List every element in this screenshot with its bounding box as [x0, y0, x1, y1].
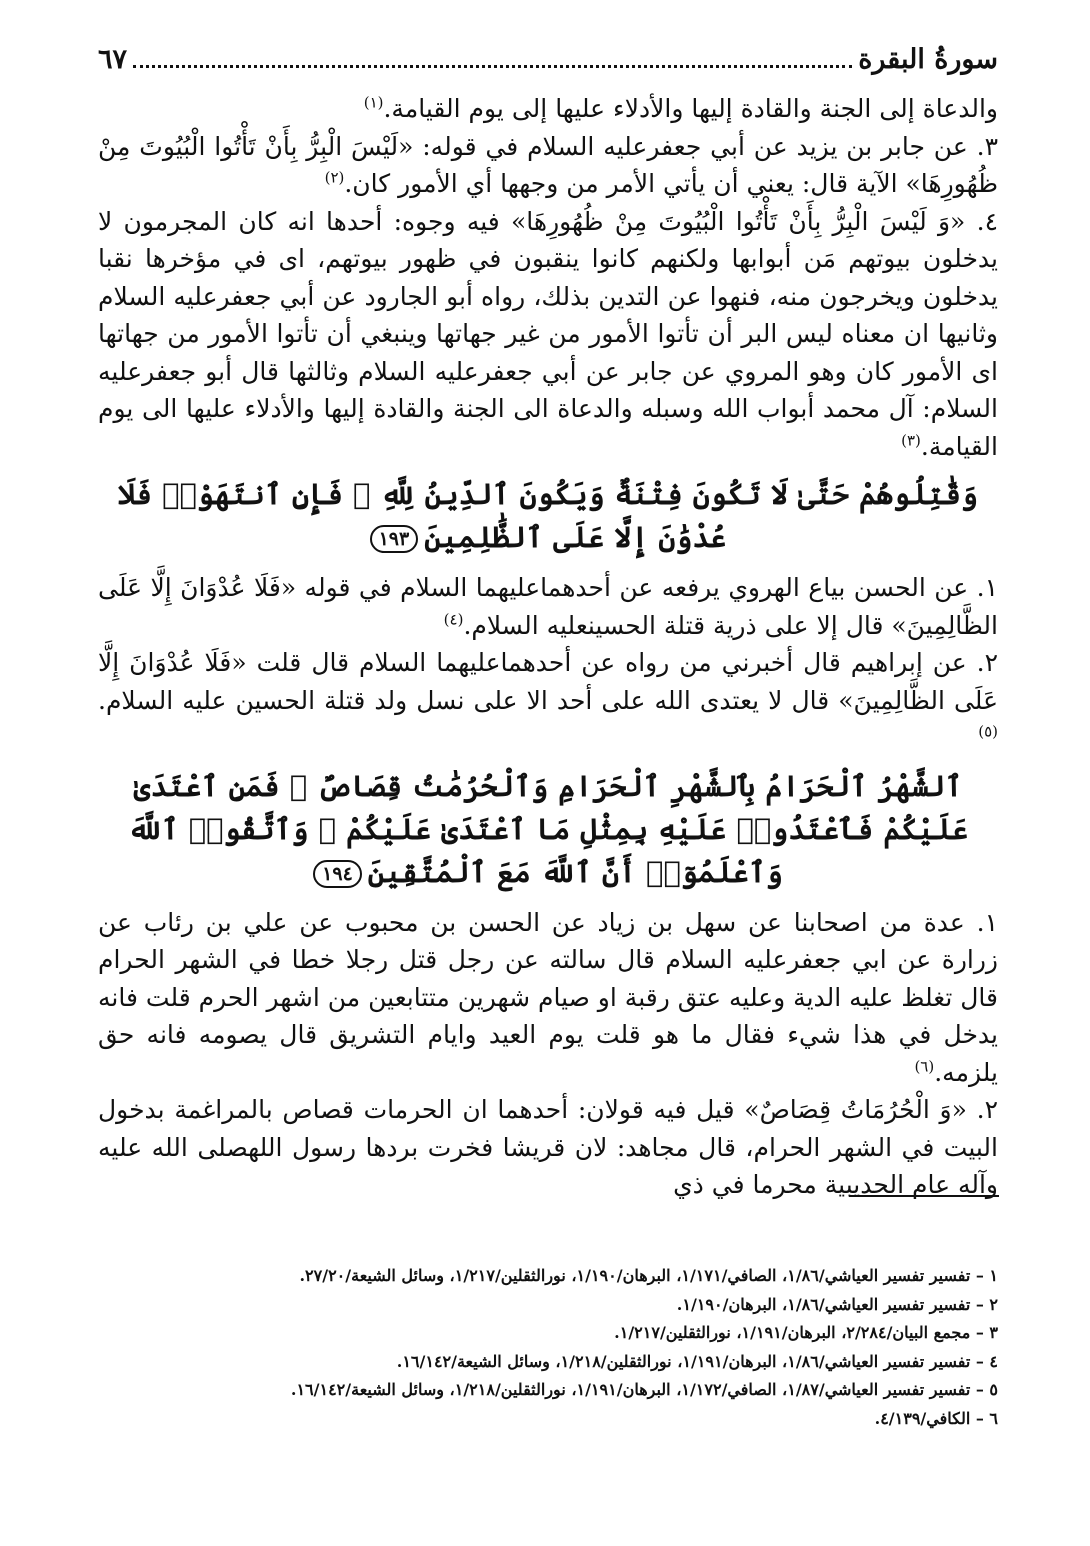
paragraph — [98, 904, 998, 1092]
paragraph-text: ٤. «وَ لَيْسَ الْبِرُّ بِأَنْ تَأْتُوا الْبُيُوتَ مِنْ ظُهُورِهَا» فيه وجوه: أحدها انه كان المجرمون لا يدخلون بيوتهم مَن أبوابها ولكنهم كانوا ينقبون في ظهور بيوتهم، اى في مؤخرها نقبا يدخلون ويخرجون منه، فنهوا عن التدين بذلك، رواه أبو الجارود عن أبي جعفرعليه السلام وثانيها ان معناه ليس البر أن تأتوا الأمور من غير جهاتها وينبغي أن تأتوا الأمور من جهاتها اى الأمور كان وهو المروي عن جابر عن أبي جعفرعليه السلام وثالثها قال أبو جعفرعليه السلام: آل محمد أبواب الله وسبله والدعاة الى الجنة والقادة إليها والأدلاء عليها الى يوم القيامة. — [98, 206, 998, 461]
footnote-item: ٥ – تفسير تفسير العياشي/١/٨٧، الصافي/١/١٧٢، البرهان/١/١٩١، نورالثقلين/١/٢١٨، وسائل الشيعة/١٦/١٤٢. — [290, 1380, 998, 1400]
footnote-separator — [849, 1195, 999, 1197]
footnote-item: ١ – تفسير تفسير العياشي/١/٨٦، الصافي/١/١٧١، البرهان/١/١٩٠، نورالثقلين/١/٢١٧، وسائل الشيعة/٢٧/٢٠. — [299, 1266, 998, 1285]
footnotes — [98, 1262, 998, 1434]
quran-verse — [98, 765, 998, 894]
paragraph — [98, 128, 998, 203]
paragraph — [98, 90, 998, 128]
footnote-item: ٦ – الكافي/٤/١٣٩. — [874, 1408, 998, 1428]
paragraph-text: ١. عدة من اصحابنا عن سهل بن زياد عن الحسن بن محبوب عن علي بن رئاب عن زرارة عن ابي جعفرعليه السلام قال سالته عن رجل قتل رجلا خطا في الشهر الحرام قال تغلظ عليه الدية وعليه عتق رقبة او صيام شهرين متتابعين من اشهر الحرم قلت فانه يدخل في هذا شيء فقال ما هو قلت يوم العيد وايام التشريق قال يصومه فانه حق يلزمه. — [98, 907, 998, 1087]
verse-text: ٱلشَّهْرُ ٱلْحَرَامُ بِٱلشَّهْرِ ٱلْحَرَامِ وَٱلْحُرُمَٰتُ قِصَاصٌ ۚ فَمَنِ ٱعْتَدَىٰ عَلَيْكُمْ فَٱعْتَدُوا۟ عَلَيْهِ بِمِثْلِ مَا ٱعْتَدَىٰ عَلَيْكُمْ ۚ وَٱتَّقُوا۟ ٱللَّهَ وَٱعْلَمُوٓا۟ أَنَّ ٱللَّهَ مَعَ ٱلْمُتَّقِينَ — [127, 768, 969, 889]
page-content — [98, 44, 998, 1204]
footnote-ref: (٣) — [901, 431, 921, 450]
quran-verse — [98, 473, 998, 559]
running-header — [98, 44, 998, 90]
paragraph-text: ١. عن الحسن بياع الهروي يرفعه عن أحدهماعليهما السلام في قوله «فَلَا عُدْوَانَ إِلَّا عَلَى الظَّالِمِينَ» قال إلا على ذرية قتلة الحسينعليه السلام. — [98, 573, 998, 640]
paragraph — [98, 203, 998, 466]
footnote-item: ٣ – مجمع البيان/٢/٢٨٤، البرهان/١/١٩١، نورالثقلين/١/٢١٧. — [614, 1323, 998, 1343]
paragraph — [98, 644, 998, 757]
verse-number: ١٩٤ — [313, 860, 362, 888]
footnote-ref: (٥) — [978, 722, 998, 741]
verse-text: وَقَٰتِلُوهُمْ حَتَّىٰ لَا تَكُونَ فِتْنَةٌ وَيَكُونَ ٱلدِّينُ لِلَّهِ ۖ فَإِنِ ٱنتَهَوْا۟ فَلَا عُدْوَٰنَ إِلَّا عَلَى ٱلظَّٰلِمِينَ — [118, 477, 978, 554]
verse-number: ١٩٣ — [370, 525, 419, 553]
footnote-ref: (٢) — [324, 168, 345, 187]
footnote-item: ٢ – تفسير تفسير العياشي/١/٨٦، البرهان/١/١٩٠. — [676, 1294, 998, 1314]
paragraph — [98, 1091, 998, 1204]
paragraph-text: ٣. عن جابر بن يزيد عن أبي جعفرعليه السلام في قوله: «لَيْسَ الْبِرُّ بِأَنْ تَأْتُوا الْبُيُوتَ مِنْ ظُهُورِهَا» الآية قال: يعني أن يأتي الأمر من وجهها أي الأمور كان. — [98, 131, 998, 198]
paragraph — [98, 569, 998, 644]
paragraph-text: ٢. «وَ الْحُرُمَاتُ قِصَاصٌ» قيل فيه قولان: أحدهما ان الحرمات قصاص بالمراغمة بدخول البيت في الشهر الحرام، قال مجاهد: لان قريشا فخرت بردها رسول اللهصلى الله عليه وآله عام الحديبية محرما في ذي — [98, 1095, 998, 1199]
header-dot-leader — [133, 65, 852, 68]
surah-title: سورةُ البقرة — [858, 44, 998, 75]
footnote-ref: (١) — [363, 93, 384, 112]
footnote-item: ٤ – تفسير تفسير العياشي/١/٨٦، البرهان/١/١٩١، نورالثقلين/١/٢١٨، وسائل الشيعة/١٦/١٤٢. — [396, 1351, 998, 1371]
footnote-ref: (٤) — [443, 610, 464, 629]
footnote-ref: (٦) — [914, 1057, 935, 1076]
paragraph-text: والدعاة إلى الجنة والقادة إليها والأدلاء عليها إلى يوم القيامة. — [383, 94, 998, 123]
paragraph-text: ٢. عن إبراهيم قال أخبرني من رواه عن أحدهماعليهما السلام قال قلت «فَلَا عُدْوَانَ إِلَّا عَلَى الظَّالِمِينَ» قال لا يعتدى الله على أحد الا على نسل ولد قتلة الحسين عليه السلام. — [98, 648, 998, 715]
page-number: ٦٧ — [98, 44, 128, 75]
